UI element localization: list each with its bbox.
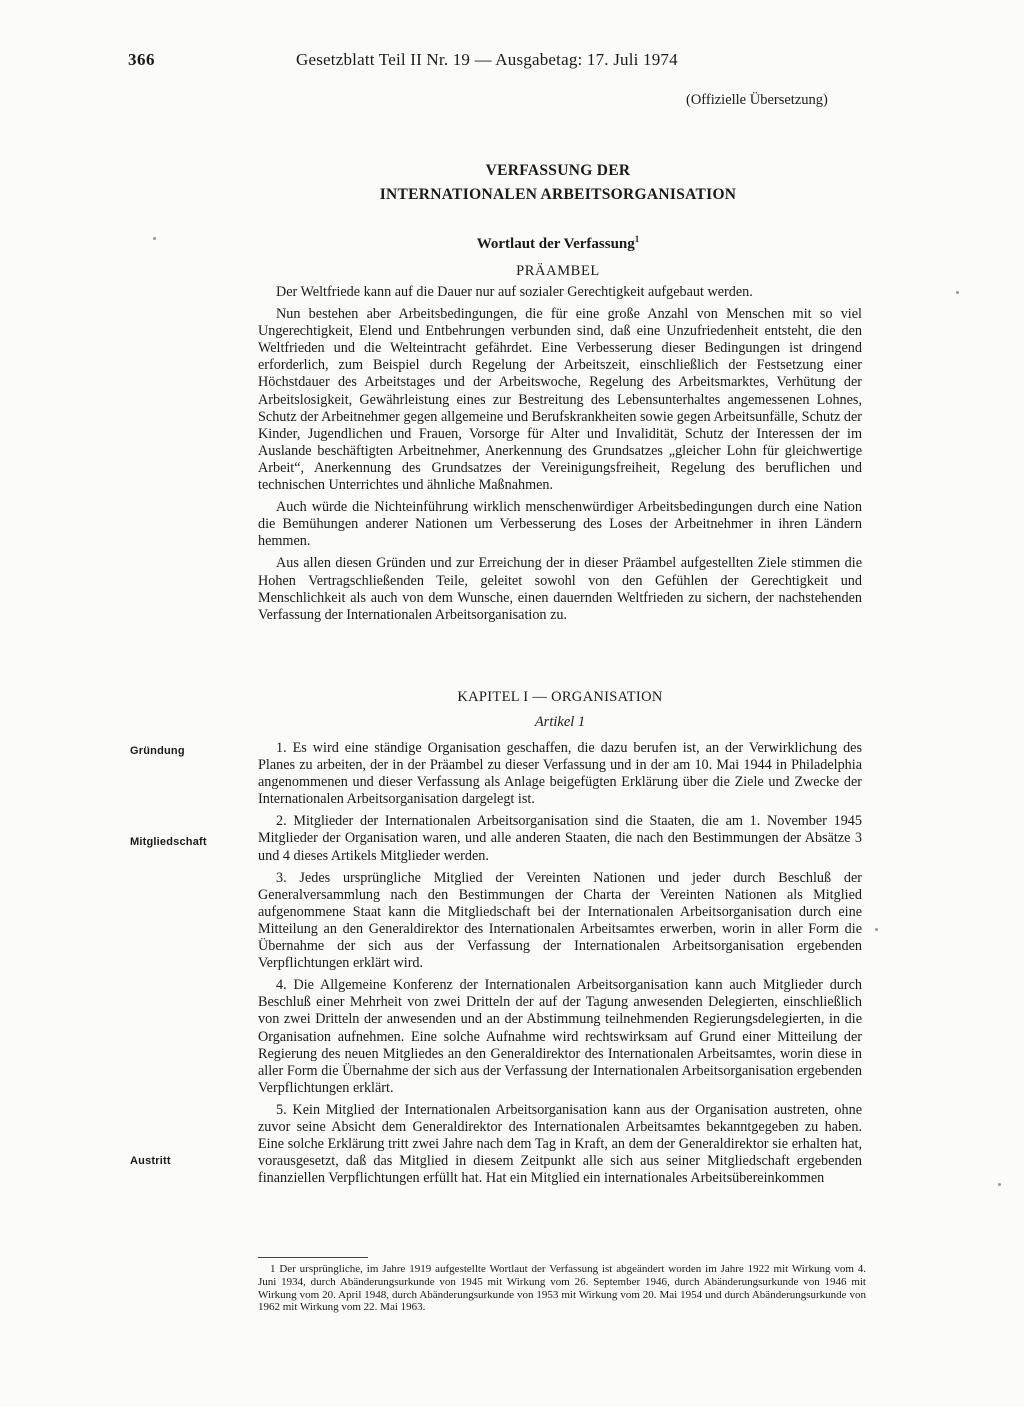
document-title-line-1: VERFASSUNG DER bbox=[485, 162, 631, 179]
preamble-paragraph: Aus allen diesen Gründen und zur Erreichung der in dieser Präambel aufgestellten Ziele stimmen die Hohen Vertragschließenden Teile, geleitet sowohl von den Gefühlen der Gerechtigkeit und Menschlichkeit als auch von dem Wunsche, einen dauernden Weltfrieden zu sichern, der nachstehenden Verfassung der Internationalen Arbeitsorganisation zu. bbox=[258, 555, 862, 623]
margin-note-gruendung: Gründung bbox=[130, 745, 185, 757]
scan-speck bbox=[998, 1183, 1001, 1186]
title-block bbox=[258, 160, 858, 281]
preamble-paragraph: Der Weltfriede kann auf die Dauer nur auf sozialer Gerechtigkeit aufgebaut werden. bbox=[276, 284, 753, 300]
article-paragraph: 4. Die Allgemeine Konferenz der Internationalen Arbeitsorganisation kann auch Mitglieder durch Beschluß einer Mehrheit von zwei Dritteln der auf der Tagung anwesenden Delegierten, einschließlich von zwei Dritteln der anwesenden und an der Abstimmung teilnehmenden Regierungsdelegierten, in die Organisation aufnehmen. Eine solche Aufnahme wird rechtswirksam auf Grund einer Mitteilung der Regierung des neuen Mitgliedes an den Generaldirektor des Internationalen Arbeitsamtes, worin diese in aller Form die Übernahme der sich aus der Verfassung der Internationalen Arbeitsorganisation ergebenden Verpflichtungen erklärt. bbox=[258, 977, 862, 1096]
chapter-heading: KAPITEL I — ORGANISATION bbox=[457, 689, 663, 705]
page-header bbox=[128, 50, 873, 76]
margin-note-austritt: Austritt bbox=[130, 1155, 171, 1167]
article-paragraph: 1. Es wird eine ständige Organisation geschaffen, die dazu berufen ist, an der Verwirklichung des Planes zu arbeiten, der in der Präambel zu dieser Verfassung und in der am 10. Mai 1944 in Philadelphia angenommenen und dieser Verfassung als Anlage beigefügten Erklärung über die Ziele und Zwecke der Internationalen Arbeitsorganisation dargelegt ist. bbox=[258, 740, 862, 808]
preamble-paragraph: Auch würde die Nichteinführung wirklich menschenwürdiger Arbeitsbedingungen durch eine Nation die Bemühungen anderer Nationen um Verbesserung des Loses der Arbeitnehmer in ihren Ländern hemmen. bbox=[258, 499, 862, 550]
margin-note-mitgliedschaft: Mitgliedschaft bbox=[130, 836, 207, 848]
official-translation-note: (Offizielle Übersetzung) bbox=[686, 92, 828, 108]
article-heading: Artikel 1 bbox=[534, 714, 586, 730]
footnote-rule bbox=[258, 1257, 368, 1258]
article-paragraph: 2. Mitglieder der Internationalen Arbeitsorganisation sind die Staaten, die am 1. November 1945 Mitglieder der Organisation waren, und alle anderen Staaten, die nach den Bestimmungen der Absätze 3 und 4 dieses Artikels Mitglieder werden. bbox=[258, 813, 862, 864]
preamble-text bbox=[258, 284, 862, 629]
footnote: 1 Der ursprüngliche, im Jahre 1919 aufgestellte Wortlaut der Verfassung ist abgeändert worden im Jahre 1922 mit Wirkung vom 4. Juni 1934, durch Abänderungsurkunde von 1945 mit Wirkung vom 26. September 1946, durch Abänderungsurkunde von 1946 mit Wirkung vom 20. April 1948, durch Abänderungsurkunde von 1953 mit Wirkung vom 20. Mai 1954 und durch Abänderungsurkunde von 1962 mit Wirkung vom 22. Mai 1963. bbox=[258, 1263, 866, 1314]
article-paragraph: 3. Jedes ursprüngliche Mitglied der Vereinten Nationen und jeder durch Beschluß der Generalversammlung nach den Bestimmungen der Charta der Vereinten Nationen als Mitglied aufgenommene Staat kann die Mitgliedschaft bei der Internationalen Arbeitsorganisation durch eine Mitteilung an den Generaldirektor des Internationalen Arbeitsamtes erwerben, worin in aller Form die Übernahme der sich aus der Verfassung der Internationalen Arbeitsorganisation ergebenden Verpflichtungen erklärt wird. bbox=[258, 869, 862, 972]
page-number: 366 bbox=[128, 50, 155, 69]
article-paragraph: 5. Kein Mitglied der Internationalen Arbeitsorganisation kann aus der Organisation austreten, ohne zuvor seine Absicht dem Generaldirektor des Internationalen Arbeitsamtes bekanntgegeben zu haben. Eine solche Erklärung tritt zwei Jahre nach dem Tag in Kraft, an dem der Generaldirektor sie erhalten hat, vorausgesetzt, daß das Mitglied in diesem Zeitpunkt alle sich aus seiner Mitgliedschaft ergebenden finanziellen Verpflichtungen erfüllt hat. Hat ein Mitglied ein internationales Arbeitsübereinkommen bbox=[258, 1101, 862, 1187]
scan-speck bbox=[956, 291, 959, 294]
preamble-heading: PRÄAMBEL bbox=[516, 263, 600, 279]
scan-speck bbox=[153, 237, 156, 240]
scan-speck bbox=[875, 928, 878, 931]
document-title-line-2: INTERNATIONALEN ARBEITSORGANISATION bbox=[379, 186, 737, 203]
article-1-text bbox=[258, 740, 862, 1192]
subtitle-text: Wortlaut der Verfassung bbox=[476, 236, 635, 252]
footnote-mark: 1 bbox=[634, 234, 640, 244]
running-head: Gesetzblatt Teil II Nr. 19 — Ausgabetag: 17. Juli 1974 bbox=[296, 50, 678, 69]
preamble-paragraph: Nun bestehen aber Arbeitsbedingungen, die für eine große Anzahl von Menschen mit so viel Ungerechtigkeit, Elend und Entbehrungen verbunden sind, daß eine Unzufriedenheit entsteht, die den Weltfrieden und die Welteintracht gefährdet. Eine Verbesserung dieser Bedingungen ist dringend erforderlich, zum Beispiel durch Regelung der Arbeitszeit, einschließlich der Festsetzung einer Höchstdauer des Arbeitstages und der Arbeitswoche, Regelung des Arbeitsmarktes, Verhütung der Arbeitslosigkeit, Gewährleistung eines zur Bestreitung des Lebensunterhaltes angemessenen Lohnes, Schutz der Arbeitnehmer gegen allgemeine und Berufskrankheiten sowie gegen Arbeitsunfälle, Schutz der Kinder, Jugendlichen und Frauen, Vorsorge für Alter und Invalidität, Schutz der Interessen der im Auslande beschäftigten Arbeitnehmer, Anerkennung des Grundsatzes „gleicher Lohn für gleichwertige Arbeit“, Anerkennung des Grundsatzes der Vereinigungsfreiheit, Regelung des beruflichen und technischen Unterrichtes und ähnliche Maßnahmen. bbox=[258, 306, 862, 494]
document-subtitle bbox=[258, 228, 858, 255]
